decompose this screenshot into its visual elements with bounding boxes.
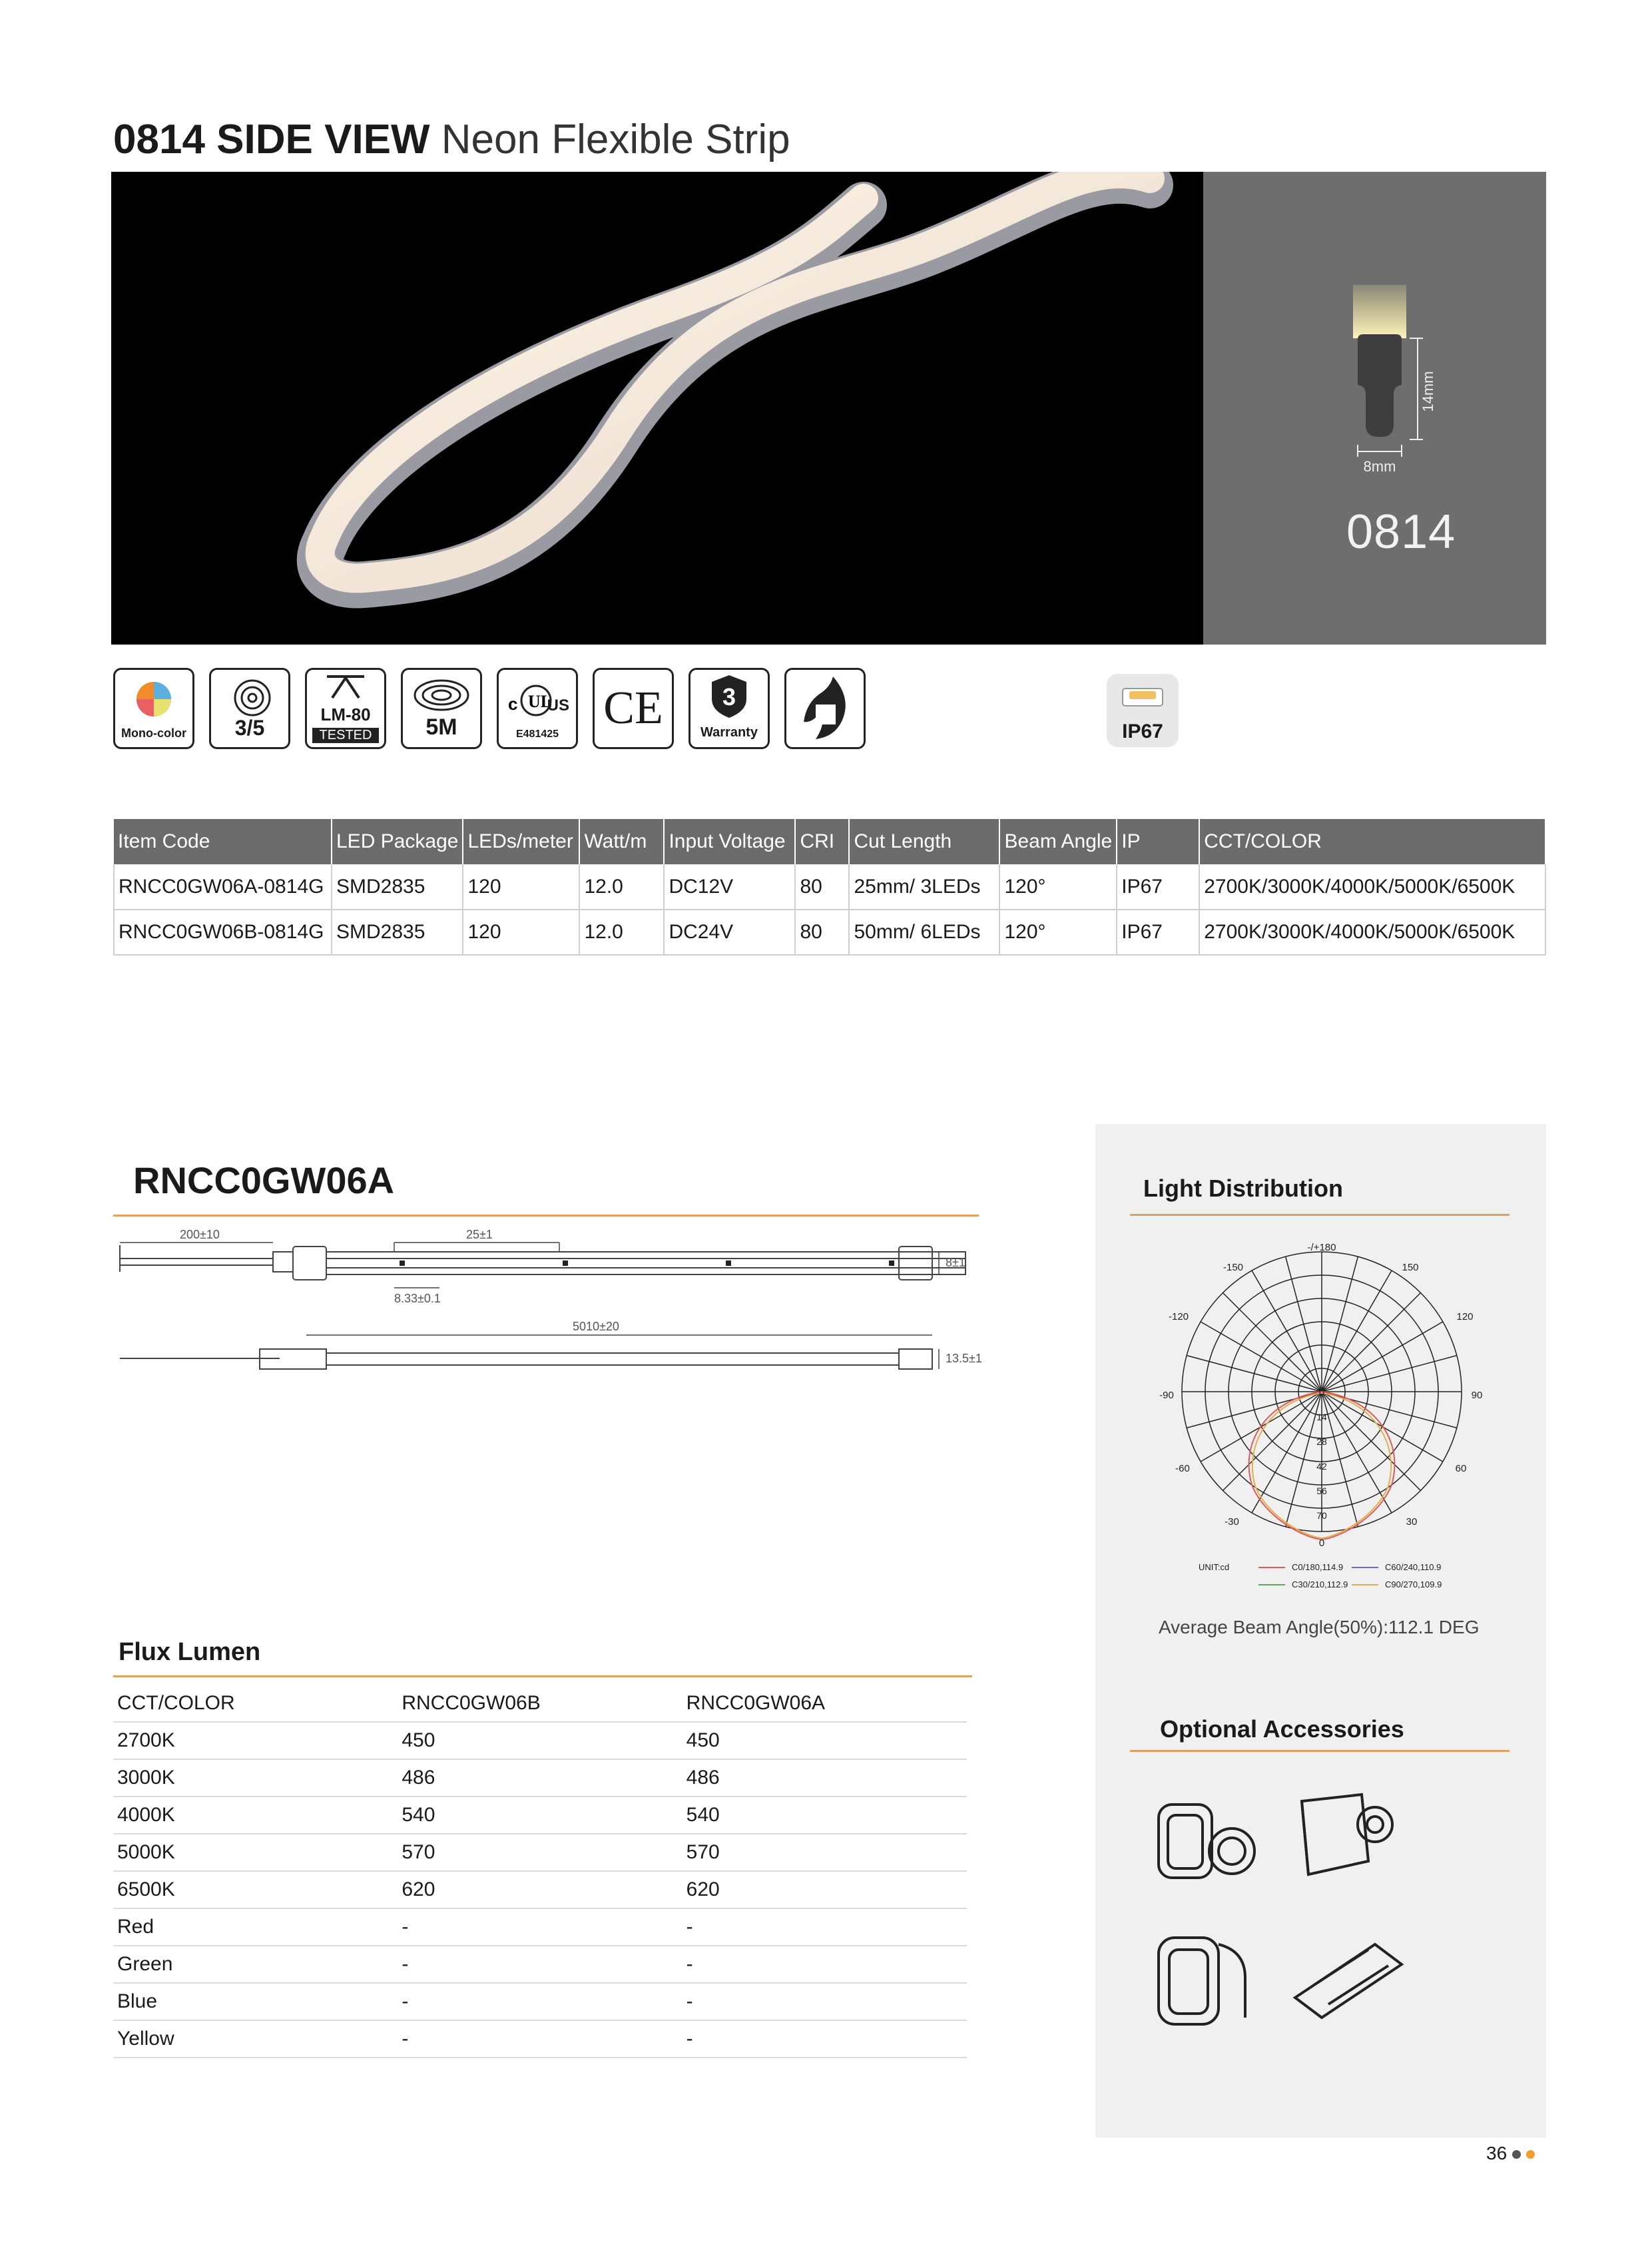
angle-label-mr: 90 [1471,1390,1483,1401]
cell: Red [113,1908,398,1946]
table-row [113,1759,967,1797]
light-distribution-title: Light Distribution [1143,1175,1343,1202]
cell: 3000K [113,1759,398,1797]
table-row [113,1983,967,2020]
polar-spoke [1322,1293,1420,1392]
dim-led-spacing: 8.33±0.1 [394,1292,441,1305]
cell: 2700K/3000K/4000K/5000K/6500K [1199,864,1545,910]
cell: 2700K/3000K/4000K/5000K/6500K [1199,910,1545,955]
cell: 540 [398,1797,682,1834]
accessories-title: Optional Accessories [1160,1715,1404,1743]
angle-label-tr: 150 [1402,1262,1419,1273]
table-row [114,864,1545,910]
flux-divider [113,1675,972,1677]
cell: 450 [683,1722,967,1759]
angle-label-bottom: 0 [1318,1538,1325,1549]
lm80-sub: TESTED [312,728,379,743]
radial-label: 28 [1316,1436,1327,1447]
polar-spoke [1223,1392,1322,1490]
cell: 120 [463,864,579,910]
radial-label: 56 [1316,1486,1327,1496]
light-distribution-divider [1130,1214,1510,1216]
beam-angle-text: Average Beam Angle(50%):112.1 DEG [1159,1617,1480,1637]
cell: 450 [398,1722,682,1759]
ul-number: E481425 [515,728,559,740]
table-row [113,1908,967,1946]
cell: - [398,1908,682,1946]
ul-icon [497,668,578,749]
table-row [113,2020,967,2058]
dim-length: 5010±20 [573,1320,619,1333]
cell: 120° [999,864,1117,910]
ce-label: CE [603,683,663,734]
angle-label-br: 30 [1406,1516,1418,1528]
title-bold: 0814 SIDE VIEW [113,117,430,162]
cell: 486 [683,1759,967,1797]
dim-height: 13.5±1 [946,1352,982,1365]
page-dot-orange [1526,2150,1535,2159]
warranty-years-label: 3/5 [234,716,265,740]
angle-label-top: -/+180 [1307,1242,1336,1253]
cell: Yellow [113,2020,398,2058]
cell: 4000K [113,1797,398,1834]
page-number [1486,2143,1535,2164]
cell: DC12V [664,864,795,910]
radial-label: 42 [1316,1461,1327,1472]
cell: 6500K [113,1871,398,1908]
svg-text:c: c [508,694,518,714]
end-cap-feed-icon [1145,1778,1265,1898]
ip67-label: IP67 [1122,720,1163,742]
angle-label-bl: -30 [1225,1516,1239,1528]
warranty-label: Warranty [700,725,758,740]
cell: - [683,1946,967,1983]
cell: - [398,1983,682,2020]
dim-pitch: 25±1 [466,1228,493,1241]
cell: 80 [795,910,849,955]
angle-label-lr: 60 [1455,1463,1467,1474]
polar-spoke [1322,1270,1392,1392]
legend-c60: C60/240,110.9 [1385,1562,1442,1572]
flammability-icon [784,668,866,749]
cell: - [683,2020,967,2058]
svg-text:UL: UL [528,692,553,711]
legend-c0: C0/180,114.9 [1292,1562,1344,1572]
spec-header: Beam Angle [999,819,1117,864]
radial-label: 70 [1316,1510,1327,1521]
table-row [113,1946,967,1983]
cell: DC24V [664,910,795,955]
angle-label-ml: -90 [1159,1390,1174,1401]
drawing-divider [113,1215,979,1217]
page-number-text: 36 [1486,2143,1508,2163]
polar-spoke [1322,1392,1420,1490]
radial-label: 14 [1316,1412,1327,1422]
angle-label-tl: -150 [1223,1262,1244,1273]
polar-spoke [1322,1392,1392,1513]
cell: - [683,1908,967,1946]
spec-header: LED Package [332,819,463,864]
cell: 120 [463,910,579,955]
lm80-label: LM-80 [320,704,371,724]
polar-spoke [1252,1392,1322,1513]
cell: 486 [398,1759,682,1797]
legend-c30: C30/210,112.9 [1292,1579,1348,1589]
polar-spoke [1322,1322,1443,1392]
spec-header: Cut Length [849,819,999,864]
spec-header: LEDs/meter [463,819,579,864]
spec-header: CRI [795,819,849,864]
cell: 620 [683,1871,967,1908]
ip67-badge [1107,674,1179,747]
cell: SMD2835 [332,910,463,955]
table-row [113,1797,967,1834]
flux-table [113,1685,967,2058]
cell: 620 [398,1871,682,1908]
profile-section [1203,172,1546,645]
cell: 25mm/ 3LEDs [849,864,999,910]
cell: SMD2835 [332,864,463,910]
angle-label-ul: -120 [1168,1311,1189,1322]
table-row [113,1871,967,1908]
table-row [113,1722,967,1759]
warranty-number: 3 [722,683,736,710]
mono-color-icon [113,668,194,749]
cell: Blue [113,1983,398,2020]
drawing-title: RNCC0GW06A [133,1159,395,1201]
warranty-icon [688,668,770,749]
cell: 120° [999,910,1117,955]
cell: 12.0 [579,910,664,955]
cell: IP67 [1117,910,1199,955]
lm80-icon [305,668,386,749]
angle-label-ll: -60 [1175,1463,1190,1474]
flux-title: Flux Lumen [119,1638,261,1666]
ul-us-label: US [547,697,569,714]
polar-spoke [1252,1270,1322,1392]
cell: 50mm/ 6LEDs [849,910,999,955]
dim-width: 8±1 [946,1256,965,1269]
cell: RNCC0GW06B-0814G [114,910,332,955]
cell: 12.0 [579,864,664,910]
polar-spoke [1201,1322,1322,1392]
flux-header-row [113,1685,967,1722]
spec-header-row [114,819,1545,864]
spec-header: CCT/COLOR [1199,819,1545,864]
flux-header: RNCC0GW06A [683,1685,967,1722]
angle-label-ur: 120 [1456,1311,1474,1322]
table-row [113,1834,967,1871]
cell: IP67 [1117,864,1199,910]
cell: RNCC0GW06A-0814G [114,864,332,910]
end-cap-plain-icon [1145,1918,1265,2038]
accessories-divider [1130,1750,1510,1752]
mono-color-label: Mono-color [121,726,186,740]
title-subtitle: Neon Flexible Strip [441,117,790,162]
cell: 570 [398,1834,682,1871]
spec-table [113,819,1546,956]
polar-diagram [1159,1239,1485,1598]
cell: Green [113,1946,398,1983]
reel-label: 5M [425,714,457,740]
dim-lead: 200±10 [180,1228,220,1241]
cell: - [398,1946,682,1983]
spec-header: Item Code [114,819,332,864]
spec-header: Watt/m [579,819,664,864]
cell: 5000K [113,1834,398,1871]
dimension-drawing [107,1225,985,1412]
end-cap-block-icon [1288,1775,1408,1894]
cell: 2700K [113,1722,398,1759]
polar-spoke [1223,1293,1322,1392]
product-photo [111,172,1203,645]
cell: 570 [683,1834,967,1871]
width-label: 8mm [1363,458,1396,475]
ce-icon [593,668,674,749]
radial-label: 0 [1319,1387,1324,1398]
mounting-clip-icon [1288,1918,1408,2038]
warranty-years-icon [209,668,290,749]
cell: - [398,2020,682,2058]
height-label: 14mm [1420,371,1436,412]
flux-header: CCT/COLOR [113,1685,398,1722]
table-row [114,910,1545,955]
spec-header: IP [1117,819,1199,864]
spec-header: Input Voltage [664,819,795,864]
page-title [113,113,790,166]
page-dot-grey [1512,2150,1521,2159]
model-number: 0814 [1346,505,1456,559]
cell: 540 [683,1797,967,1834]
legend-c90: C90/270,109.9 [1385,1579,1442,1589]
flux-header: RNCC0GW06B [398,1685,682,1722]
cell: - [683,1983,967,2020]
unit-label: UNIT:cd [1199,1562,1230,1572]
reel-icon [401,668,482,749]
cell: 80 [795,864,849,910]
